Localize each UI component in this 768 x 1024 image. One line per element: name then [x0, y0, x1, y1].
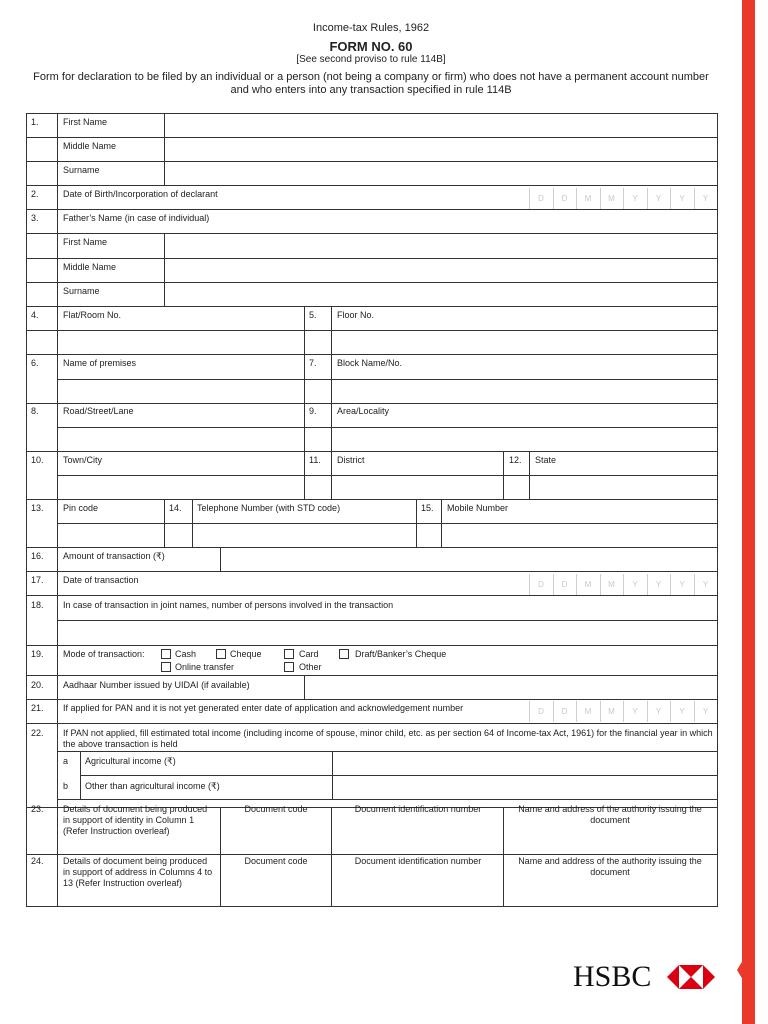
grid-h-line: [26, 354, 718, 355]
grid-h-line: [26, 499, 718, 500]
application-date-box[interactable]: M: [576, 701, 599, 722]
pincode-field[interactable]: [58, 524, 163, 546]
identity-authority-header: Name and address of the authority issuing the document: [518, 804, 702, 825]
flat-label: Flat/Room No.: [63, 310, 122, 320]
other-option-label: Other: [299, 662, 322, 672]
middle-name-field[interactable]: [165, 138, 716, 160]
amount-field[interactable]: [221, 548, 716, 570]
dob-box[interactable]: Y: [694, 188, 717, 209]
identity-doc-label: Details of document being produced in support of identity in Column 1 (Refer Instruction overleaf): [63, 804, 208, 836]
application-date-box[interactable]: Y: [694, 701, 717, 722]
row-14-number: 14.: [169, 503, 182, 513]
dob-label: Date of Birth/Incorporation of declarant: [63, 189, 218, 199]
father-name-label: Father’s Name (in case of individual): [63, 213, 210, 223]
grid-h-line: [26, 723, 718, 724]
dob-box[interactable]: Y: [670, 188, 693, 209]
draft-checkbox[interactable]: [339, 649, 349, 659]
row-22-number: 22.: [31, 728, 44, 738]
first-name-label: First Name: [63, 117, 108, 127]
area-label: Area/Locality: [337, 406, 390, 416]
address-doc-code-header: Document code: [244, 856, 308, 866]
grid-h-line: [26, 906, 718, 907]
floor-label: Floor No.: [337, 310, 375, 320]
transaction-date-box[interactable]: M: [576, 574, 599, 595]
grid-v-line: [416, 499, 417, 548]
row-24-number: 24.: [31, 856, 44, 866]
flat-field[interactable]: [58, 331, 303, 353]
row-15-number: 15.: [421, 503, 434, 513]
transaction-date-label: Date of transaction: [63, 575, 139, 585]
area-field[interactable]: [332, 428, 716, 450]
row-4-number: 4.: [31, 310, 39, 320]
grid-h-line: [26, 209, 718, 210]
row-3-number: 3.: [31, 213, 39, 223]
rules-heading: Income-tax Rules, 1962: [312, 22, 430, 34]
dob-box[interactable]: Y: [623, 188, 646, 209]
pan-applied-label: If applied for PAN and it is not yet generated enter date of application and acknowledgement number: [63, 703, 464, 713]
application-date-box[interactable]: Y: [647, 701, 670, 722]
brand-name: HSBC: [573, 960, 652, 993]
town-field[interactable]: [58, 476, 303, 498]
block-label: Block Name/No.: [337, 358, 403, 368]
block-field[interactable]: [332, 380, 716, 402]
grid-h-line: [57, 799, 718, 800]
cheque-checkbox[interactable]: [216, 649, 226, 659]
surname-field[interactable]: [165, 162, 716, 184]
father-middle-name-field[interactable]: [165, 259, 716, 281]
grid-v-line: [331, 807, 332, 907]
estimated-income-label: If PAN not applied, fill estimated total income (including income of spouse, minor child, etc. as per section 64 of Income-tax Act, 1961) for the financial year in which the above transaction is held: [63, 728, 713, 749]
agri-letter: a: [63, 756, 69, 766]
grid-v-line: [80, 751, 81, 800]
row-6-number: 6.: [31, 358, 39, 368]
aadhaar-label: Aadhaar Number issued by UIDAI (if available): [63, 680, 250, 690]
card-checkbox[interactable]: [284, 649, 294, 659]
red-edge-bar: [742, 0, 755, 1024]
grid-h-line: [26, 571, 718, 572]
dob-box[interactable]: M: [576, 188, 599, 209]
grid-h-line: [26, 645, 718, 646]
cheque-option-label: Cheque: [230, 649, 262, 659]
application-date-box[interactable]: M: [600, 701, 623, 722]
identity-doc-id-header: Document identification number: [354, 804, 482, 814]
father-middle-name-label: Middle Name: [63, 262, 117, 272]
red-edge-notch: [737, 960, 743, 980]
dob-box[interactable]: M: [600, 188, 623, 209]
telephone-label: Telephone Number (with STD code): [197, 503, 341, 513]
application-date-box[interactable]: Y: [670, 701, 693, 722]
cash-checkbox[interactable]: [161, 649, 171, 659]
father-first-name-label: First Name: [63, 237, 108, 247]
application-date-box[interactable]: D: [529, 701, 552, 722]
grid-h-line: [26, 699, 718, 700]
row-20-number: 20.: [31, 680, 44, 690]
row-13-number: 13.: [31, 503, 44, 513]
address-doc-label: Details of document being produced in support of address in Columns 4 to 13 (Refer Instruction overleaf): [63, 856, 213, 888]
joint-names-label: In case of transaction in joint names, number of persons involved in the transaction: [63, 600, 394, 610]
aadhaar-field[interactable]: [305, 676, 716, 698]
grid-h-line: [26, 403, 718, 404]
non-agri-income-field[interactable]: [333, 776, 716, 798]
form-title: FORM NO. 60: [329, 39, 413, 54]
grid-h-line: [26, 595, 718, 596]
district-field[interactable]: [332, 476, 502, 498]
row-7-number: 7.: [309, 358, 317, 368]
row-18-number: 18.: [31, 600, 44, 610]
row-16-number: 16.: [31, 551, 44, 561]
state-field[interactable]: [530, 476, 716, 498]
form-description: Form for declaration to be filed by an individual or a person (not being a company or firm) who does not have a permanent account number and who enters into any transaction specified in rule 114B: [33, 71, 709, 96]
middle-name-label: Middle Name: [63, 141, 117, 151]
row-2-number: 2.: [31, 189, 39, 199]
grid-h-line: [26, 451, 718, 452]
proviso-text: [See second proviso to rule 114B]: [296, 54, 446, 65]
agri-income-field[interactable]: [333, 752, 716, 774]
row-8-number: 8.: [31, 406, 39, 416]
non-agri-letter: b: [63, 781, 69, 791]
father-first-name-field[interactable]: [165, 234, 716, 257]
dob-box[interactable]: Y: [647, 188, 670, 209]
mode-label: Mode of transaction:: [63, 649, 145, 659]
telephone-field[interactable]: [193, 524, 415, 546]
grid-v-line: [220, 807, 221, 907]
other-checkbox[interactable]: [284, 662, 294, 672]
pincode-label: Pin code: [63, 503, 99, 513]
first-name-field[interactable]: [165, 114, 716, 136]
grid-v-line: [503, 451, 504, 500]
dob-box[interactable]: D: [553, 188, 576, 209]
joint-persons-field[interactable]: [58, 621, 716, 644]
hsbc-hexagon-logo-icon: [667, 965, 715, 989]
grid-h-line: [26, 306, 718, 307]
transaction-date-box[interactable]: D: [529, 574, 552, 595]
grid-h-line: [26, 185, 718, 186]
card-option-label: Card: [299, 649, 319, 659]
row-11-number: 11.: [309, 455, 321, 465]
grid-v-line: [503, 807, 504, 907]
row-1-number: 1.: [31, 117, 39, 127]
online-transfer-checkbox[interactable]: [161, 662, 171, 672]
dob-box[interactable]: D: [529, 188, 552, 209]
transaction-date-box[interactable]: M: [600, 574, 623, 595]
application-date-box[interactable]: D: [553, 701, 576, 722]
premises-label: Name of premises: [63, 358, 137, 368]
identity-doc-code-header: Document code: [244, 804, 308, 814]
grid-v-line: [164, 499, 165, 548]
agri-income-label: Agricultural income (₹): [85, 756, 176, 766]
non-agri-income-label: Other than agricultural income (₹): [85, 781, 220, 791]
premises-field[interactable]: [58, 380, 303, 402]
grid-h-line: [26, 854, 718, 855]
state-label: State: [535, 455, 557, 465]
row-9-number: 9.: [309, 406, 317, 416]
father-surname-label: Surname: [63, 286, 100, 296]
floor-field[interactable]: [332, 331, 716, 353]
surname-label: Surname: [63, 165, 100, 175]
mobile-label: Mobile Number: [447, 503, 509, 513]
transaction-date-box[interactable]: Y: [670, 574, 693, 595]
row-23-number: 23.: [31, 804, 44, 814]
cash-option-label: Cash: [175, 649, 197, 659]
transaction-date-box[interactable]: Y: [647, 574, 670, 595]
transaction-date-box[interactable]: D: [553, 574, 576, 595]
draft-option-label: Draft/Banker’s Cheque: [355, 649, 447, 659]
transaction-date-box[interactable]: Y: [694, 574, 717, 595]
road-field[interactable]: [58, 428, 303, 450]
amount-label: Amount of transaction (₹): [63, 551, 165, 561]
district-label: District: [337, 455, 365, 465]
row-5-number: 5.: [309, 310, 317, 320]
address-authority-header: Name and address of the authority issuing the document: [518, 856, 702, 877]
town-label: Town/City: [63, 455, 103, 465]
transaction-date-box[interactable]: Y: [623, 574, 646, 595]
row-17-number: 17.: [31, 575, 44, 585]
row-12-number: 12.: [509, 455, 522, 465]
address-doc-id-header: Document identification number: [354, 856, 482, 866]
road-label: Road/Street/Lane: [63, 406, 134, 416]
application-date-box[interactable]: Y: [623, 701, 646, 722]
father-surname-field[interactable]: [165, 283, 716, 305]
row-19-number: 19.: [31, 649, 44, 659]
row-21-number: 21.: [31, 703, 44, 713]
mobile-field[interactable]: [442, 524, 716, 546]
online-transfer-option-label: Online transfer: [175, 662, 235, 672]
grid-v-line: [304, 306, 305, 500]
row-10-number: 10.: [31, 455, 44, 465]
